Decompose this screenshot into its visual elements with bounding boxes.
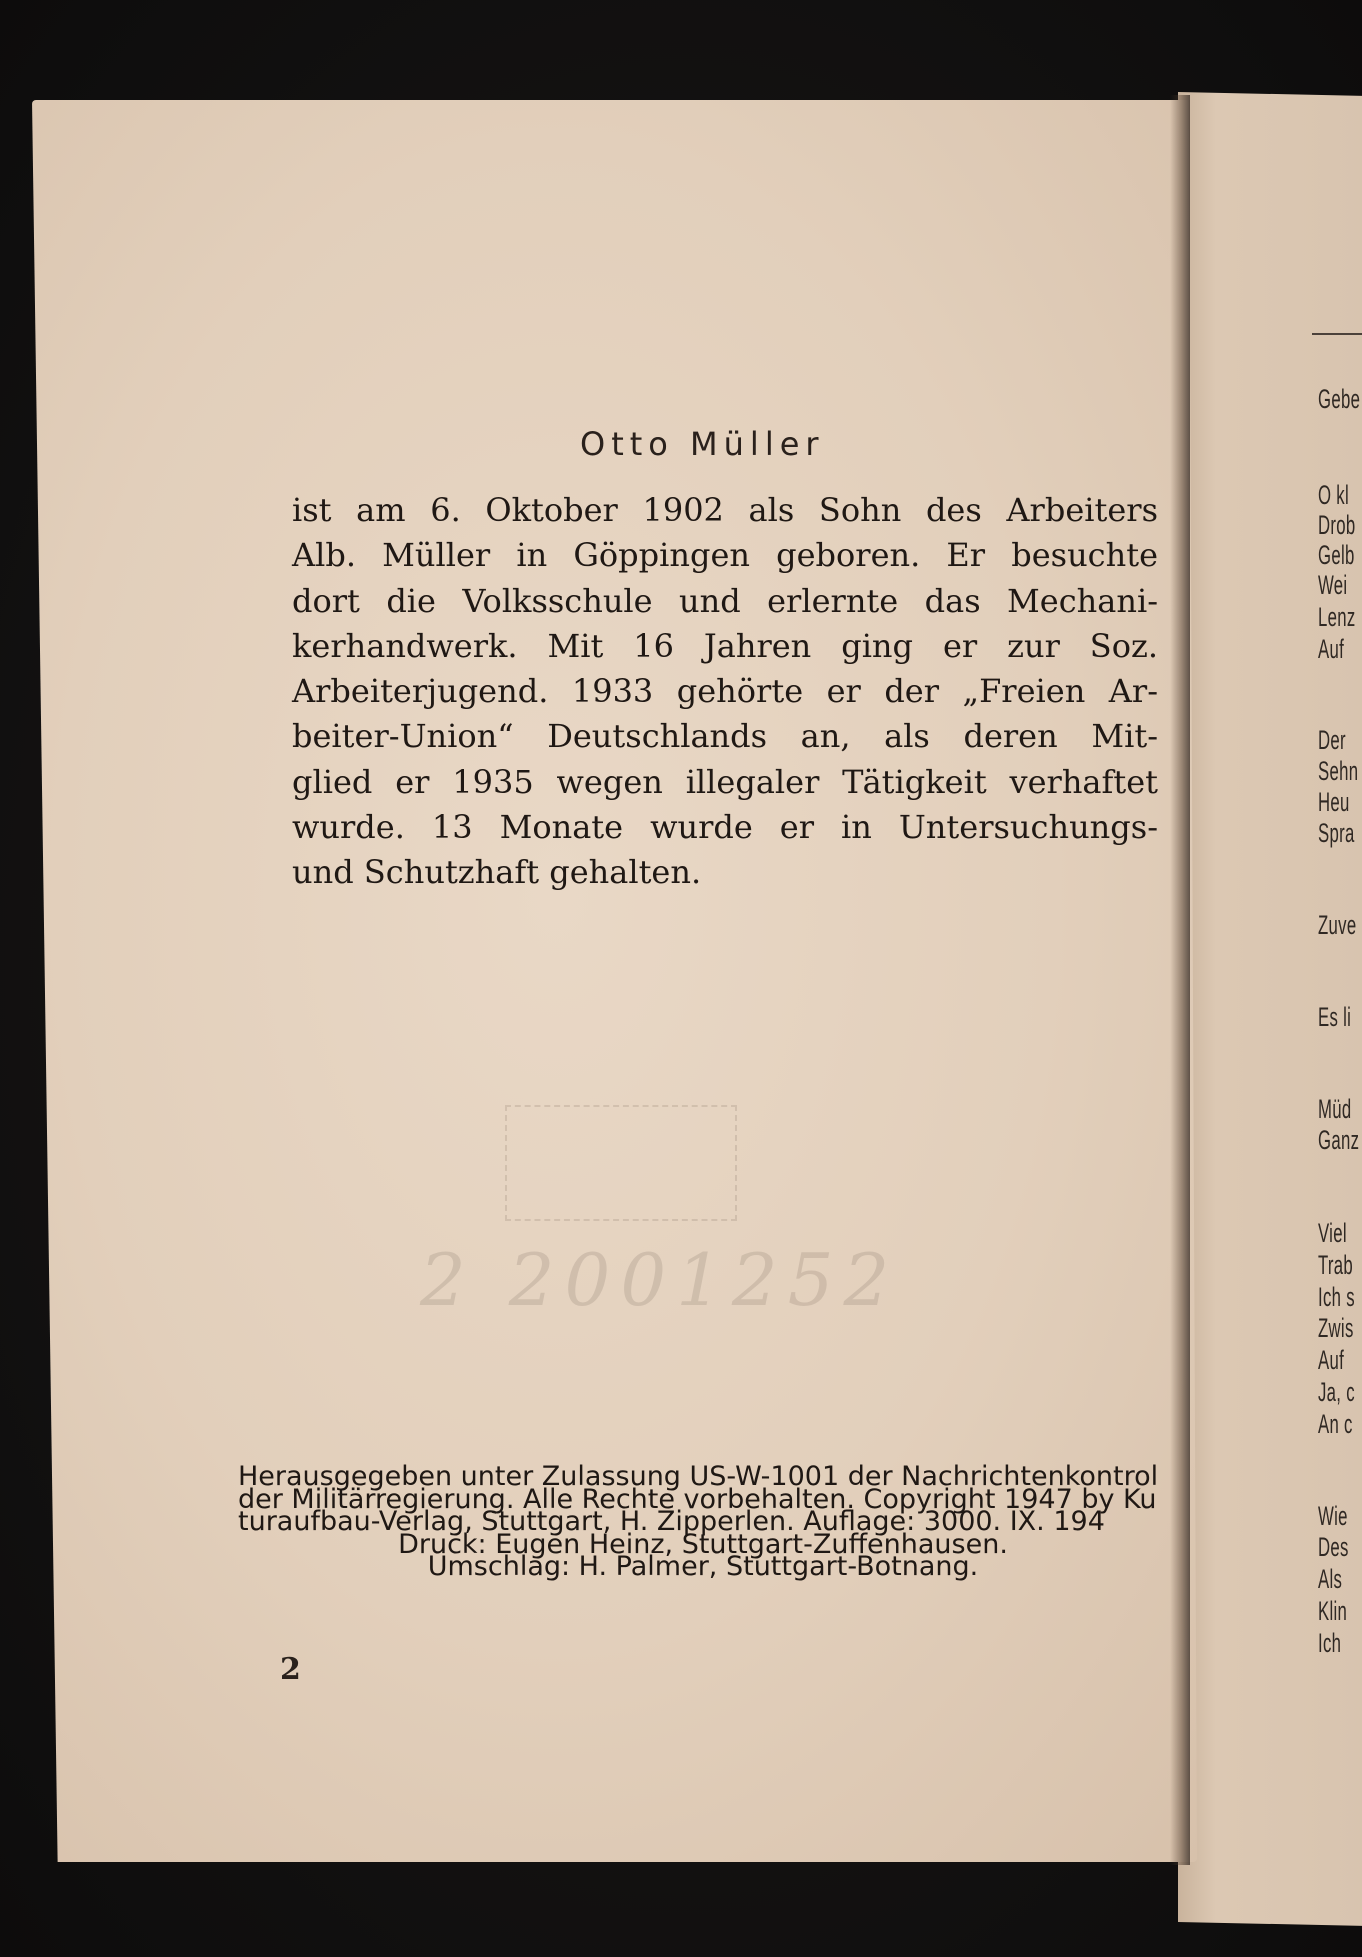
pencil-shelfmark: 2 2001252 bbox=[420, 1238, 900, 1322]
paragraph-line: und Schutzhaft gehalten. bbox=[292, 853, 702, 892]
imprint-line: der Militärregierung. Alle Rechte vorbehalten. Copyright 1947 by Ku bbox=[238, 1483, 1157, 1515]
facing-page-line-fragment: Ja, c bbox=[1318, 1377, 1355, 1407]
facing-page-line-fragment: Klin bbox=[1318, 1596, 1348, 1626]
publication-imprint bbox=[238, 1461, 1198, 1582]
paragraph-line: ist am 6. Oktober 1902 als Sohn des Arbeiters bbox=[292, 491, 1158, 529]
left-page bbox=[32, 100, 1197, 1862]
facing-page-line-fragment: Spra bbox=[1318, 818, 1355, 848]
facing-page-line-fragment: Zuve bbox=[1318, 910, 1357, 940]
gutter-shadow bbox=[1170, 95, 1190, 1865]
biography-paragraph bbox=[292, 488, 1158, 896]
imprint-line: Herausgegeben unter Zulassung US-W-1001 der Nachrichtenkontrol bbox=[238, 1461, 1159, 1492]
facing-page-line-fragment: Ich bbox=[1318, 1628, 1342, 1658]
facing-page-line-fragment: Trab bbox=[1318, 1250, 1354, 1280]
paragraph-line: wurde. 13 Monate wurde er in Untersuchungs- bbox=[292, 808, 1158, 847]
facing-page-line-fragment: Auf bbox=[1318, 1345, 1345, 1375]
facing-page-line-fragment: Gelb bbox=[1318, 540, 1355, 570]
facing-page-line-fragment: Zwis bbox=[1318, 1313, 1354, 1343]
paragraph-line: Arbeiterjugend. 1933 gehörte er der „Freien Ar- bbox=[292, 672, 1158, 711]
paragraph-line: dort die Volksschule und erlernte das Mechani- bbox=[292, 581, 1158, 620]
facing-page-rule bbox=[1312, 333, 1362, 335]
facing-page-line-fragment: Lenz bbox=[1318, 602, 1356, 632]
facing-page-line-fragment: Als bbox=[1318, 1564, 1343, 1594]
facing-page-line-fragment: Heu bbox=[1318, 787, 1350, 817]
facing-page-line-fragment: Wei bbox=[1318, 570, 1348, 600]
paragraph-line: Alb. Müller in Göppingen geboren. Er besuchte bbox=[292, 536, 1158, 575]
facing-page-line-fragment: Müd bbox=[1318, 1094, 1352, 1124]
imprint-line: Umschlag: H. Palmer, Stuttgart-Botnang. bbox=[427, 1551, 979, 1582]
faint-library-stamp bbox=[505, 1105, 737, 1221]
paragraph-line: kerhandwerk. Mit 16 Jahren ging er zur Soz. bbox=[292, 626, 1158, 665]
facing-page-line-fragment: An c bbox=[1318, 1409, 1353, 1439]
facing-page-line-fragment: Ganz bbox=[1318, 1125, 1360, 1155]
page-number: 2 bbox=[280, 1652, 301, 1687]
imprint-line: Druck: Eugen Heinz, Stuttgart-Zuffenhausen. bbox=[398, 1528, 1008, 1560]
facing-page-line-fragment: Viel bbox=[1318, 1218, 1347, 1248]
facing-page-line-fragment: Der bbox=[1318, 725, 1346, 755]
facing-page-line-fragment: Des bbox=[1318, 1532, 1349, 1562]
facing-page-line-fragment: Drob bbox=[1318, 510, 1356, 540]
facing-page-line-fragment: Sehn bbox=[1318, 756, 1359, 786]
facing-page-line-fragment: Ich s bbox=[1318, 1282, 1355, 1312]
paragraph-line: beiter-Union“ Deutschlands an, als deren Mit- bbox=[292, 717, 1158, 756]
facing-page-line-fragment: Gebe bbox=[1318, 384, 1361, 414]
facing-page-line-fragment: Es li bbox=[1318, 1002, 1352, 1032]
author-heading: Otto Müller bbox=[580, 425, 825, 463]
facing-page-line-fragment: O kl bbox=[1318, 480, 1350, 510]
facing-page-line-fragment: Wie bbox=[1318, 1501, 1348, 1531]
facing-page-line-fragment: Auf bbox=[1318, 634, 1345, 664]
paragraph-line: glied er 1935 wegen illegaler Tätigkeit verhaftet bbox=[292, 762, 1158, 801]
imprint-line: turaufbau-Verlag, Stuttgart, H. Zipperlen. Auflage: 3000. IX. 194 bbox=[238, 1506, 1105, 1537]
